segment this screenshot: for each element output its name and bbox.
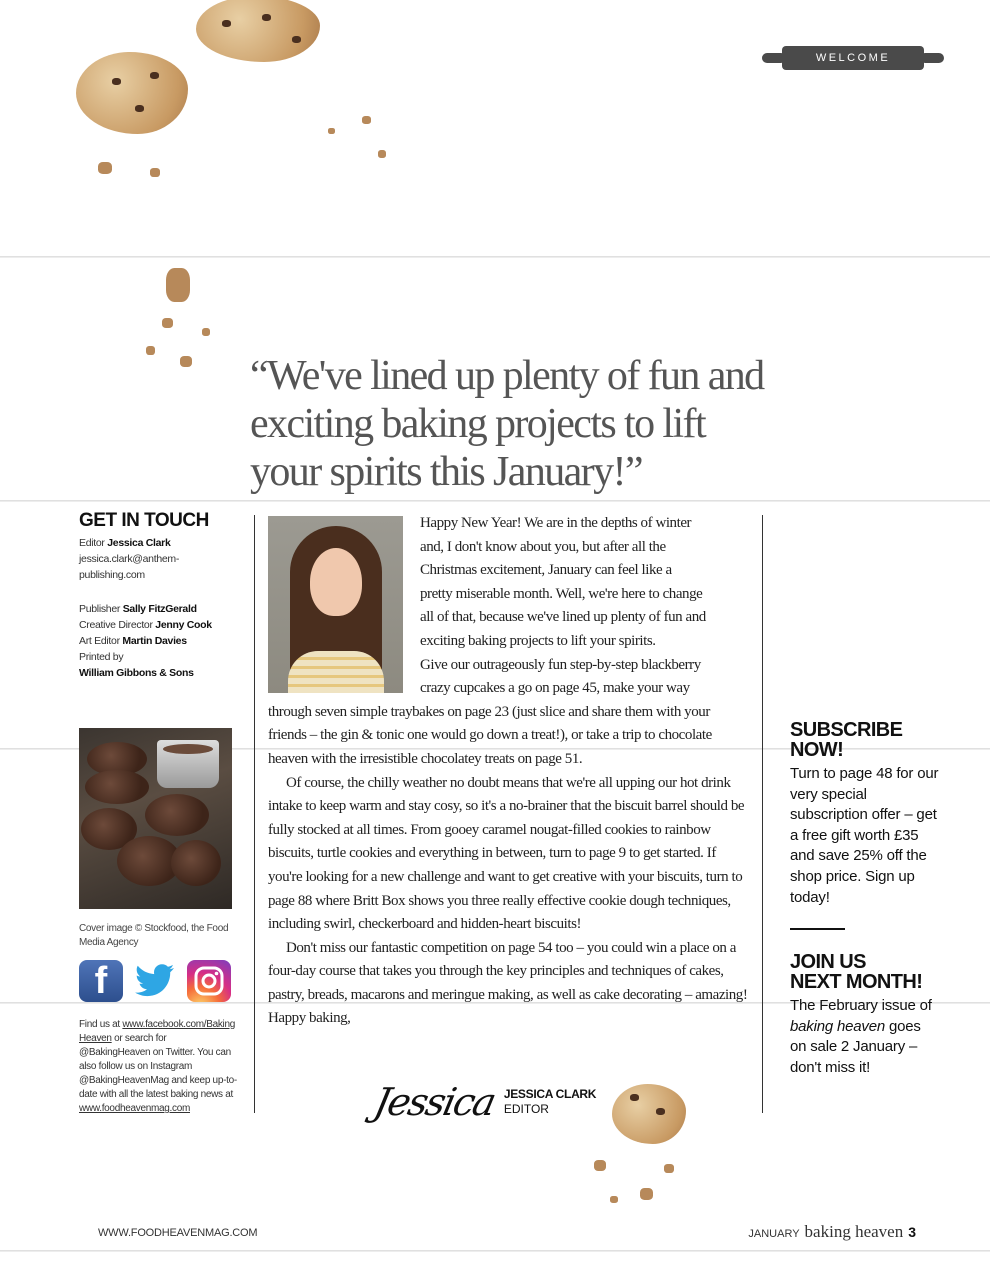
welcome-tab	[762, 46, 944, 70]
welcome-label: WELCOME	[815, 52, 891, 64]
editor-credit: Editor Jessica Clark	[79, 537, 171, 549]
letter-paragraph-3: Don't miss our fantastic competition on page 54 too – you could win a place on a four-day course that takes you through the key principles and techniques of cakes, pastry, breads, macarons and meringue making, as well as cake decorating – amazing!	[268, 939, 748, 1003]
plank-line	[0, 1250, 990, 1252]
signature-block	[370, 1080, 597, 1124]
printed-by-label: Printed by	[79, 651, 124, 663]
sidebar-right	[790, 720, 940, 1079]
creative-director-credit: Creative Director Jenny Cook	[79, 619, 212, 631]
letter-line: Happy New Year! We are in the depths of winter	[420, 515, 692, 531]
letter-signoff: Happy baking,	[268, 1010, 351, 1027]
art-editor-credit: Art Editor Martin Davies	[79, 635, 187, 647]
footer-website[interactable]: WWW.FOODHEAVENMAG.COM	[98, 1227, 258, 1239]
letter-line: Christmas excitement, January can feel like a	[420, 562, 672, 579]
column-divider-right	[762, 515, 763, 1113]
cover-caption: Cover image © Stockfood, the Food Media Agency	[79, 923, 229, 948]
column-divider-left	[254, 515, 255, 1113]
cover-image	[79, 728, 232, 909]
letter-paragraph-2: Of course, the chilly weather no doubt means that we're all upping our hot drink intake to keep warm and stay cosy, so it's a no-brainer that the biscuit barrel should be fully stocked at all times. From gooey caramel nougat-filled cookies to rainbow biscuits, turtle cookies and everything in between, turn to page 9 to get started. If you're looking for a new challenge and want to get creative with your biscuits, turn to page 88 where Britt Box shows you three really effective cookie dough techniques, including swirl, checkerboard and hidden-heart biscuits!	[268, 774, 745, 933]
plank-line	[0, 500, 990, 502]
editor-email[interactable]: jessica.clark@anthem-publishing.com	[79, 553, 180, 581]
editor-letter	[268, 512, 748, 1031]
letter-paragraph-1: through seven simple traybakes on page 23 (just slice and share them with your friends – the gin & tonic one would go down a treat!), or take a trip to chocolate heaven with the irresistible chocolatey treats on page 51.	[268, 703, 712, 767]
page-number: 3	[908, 1224, 916, 1240]
letter-line: Give our outrageously fun step-by-step blackberry	[420, 656, 701, 673]
website-link[interactable]: www.foodheavenmag.com	[79, 1103, 190, 1114]
get-in-touch-heading: GET IN TOUCH	[79, 510, 209, 531]
plank-line	[0, 256, 990, 258]
printer-name: William Gibbons & Sons	[79, 667, 194, 679]
signature-title: EDITOR	[503, 1102, 549, 1116]
get-in-touch	[79, 510, 244, 681]
signature: Jessica	[370, 1080, 499, 1124]
letter-line: and, I don't know about you, but after all the	[420, 538, 666, 555]
footer-month: JANUARY	[748, 1228, 800, 1240]
subscribe-text: Turn to page 48 for our very special subscription offer – get a free gift worth £35 and save 25% off the shop price. Sign up today!	[790, 765, 939, 906]
letter-line: exciting baking projects to lift your spirits.	[420, 632, 656, 649]
publisher-credit: Publisher Sally FitzGerald	[79, 603, 197, 615]
letter-line: all of that, because we've lined up plenty of fun and	[420, 609, 706, 626]
join-heading: JOIN US NEXT MONTH!	[790, 951, 923, 994]
subscribe-heading: SUBSCRIBE NOW!	[790, 719, 903, 761]
letter-line: pretty miserable month. Well, we're here to change	[420, 585, 703, 602]
instagram-icon[interactable]	[187, 960, 231, 1002]
letter-line: crazy cupcakes a go on page 45, make your way	[420, 680, 690, 697]
twitter-icon[interactable]	[133, 960, 177, 1002]
signature-name: JESSICA CLARK	[503, 1087, 597, 1101]
social-icons	[79, 960, 231, 1002]
footer-magazine: baking heaven	[804, 1222, 904, 1241]
facebook-link[interactable]: www.facebook.com/Baking Heaven	[79, 1019, 235, 1044]
facebook-icon[interactable]: f	[79, 960, 123, 1002]
join-text: The February issue of baking heaven goes on sale 2 January – don't miss it!	[790, 997, 932, 1076]
footer-folio	[748, 1222, 916, 1242]
pull-quote: “We've lined up plenty of fun and exciting baking projects to lift your spirits this January!”	[250, 353, 764, 495]
sidebar-divider	[790, 928, 845, 930]
find-us-text: Find us at www.facebook.com/Baking Heaven or search for @BakingHeaven on Twitter. You can also follow us on Instagram @BakingHeavenMag and keep up-to-date with all the latest baking news at www.foodheavenmag.com	[79, 1019, 237, 1114]
